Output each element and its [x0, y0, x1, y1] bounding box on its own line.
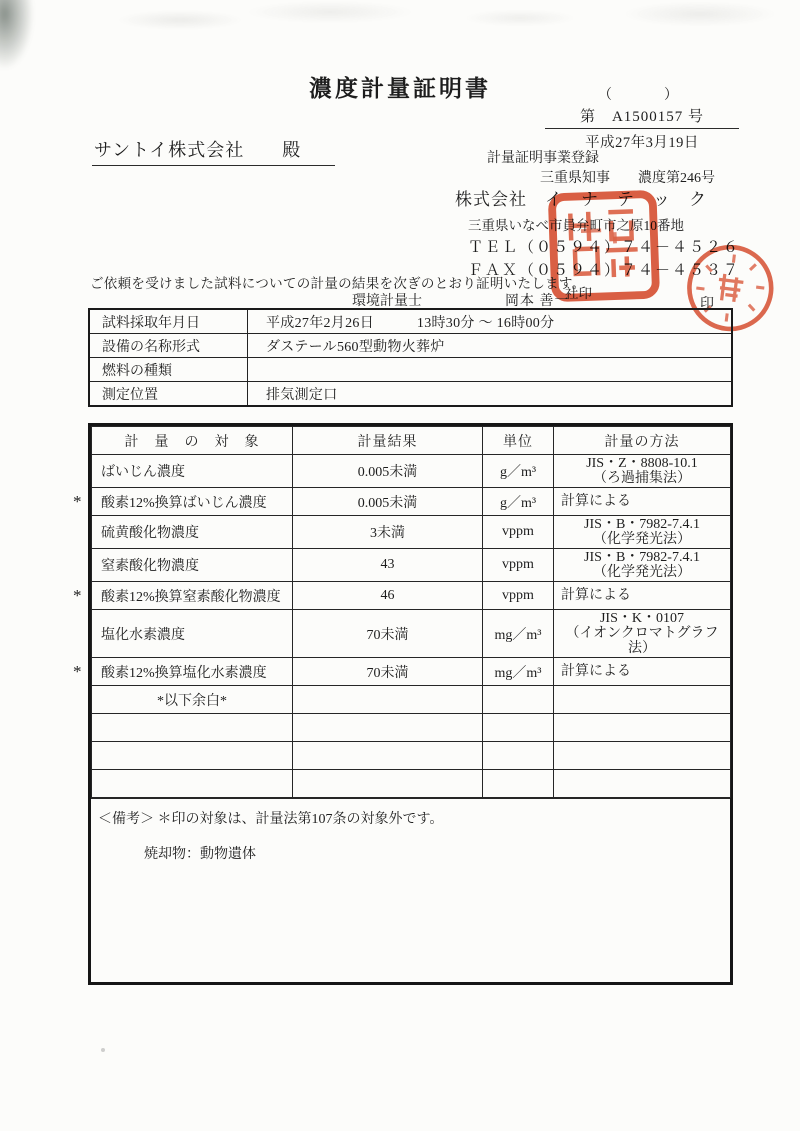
- target-cell: 塩化水素濃度: [92, 610, 293, 658]
- target-cell: 窒素酸化物濃度: [92, 549, 293, 582]
- result-cell: [293, 770, 483, 798]
- method-cell: [554, 549, 731, 582]
- result-cell: 70未満: [293, 658, 483, 686]
- metrologist-label: 環境計量士: [352, 294, 422, 309]
- result-cell: [293, 686, 483, 714]
- result-row: [92, 582, 731, 610]
- target-cell: 硫黄酸化物濃度: [92, 516, 293, 549]
- target-cell: * 酸素12%換算ばいじん濃度: [92, 488, 293, 516]
- result-table-body: [73, 455, 731, 798]
- result-column-header: 計 量 の 対 象: [92, 427, 293, 455]
- result-cell: 70未満: [293, 610, 483, 658]
- info-row: [89, 382, 732, 407]
- result-cell: 43: [293, 549, 483, 582]
- target-cell: ばいじん濃度: [92, 455, 293, 488]
- unit-cell: mg／m³: [483, 610, 554, 658]
- method-line: 計算による: [561, 588, 631, 603]
- method-line: （化学発光法）: [593, 532, 691, 547]
- result-cell: 0.005未満: [293, 455, 483, 488]
- result-column-header: 計量の方法: [554, 427, 731, 455]
- result-cell: 3未満: [293, 516, 483, 549]
- info-table-body: [89, 309, 732, 406]
- certificate-number-block: [545, 84, 739, 152]
- result-cell: 0.005未満: [293, 488, 483, 516]
- result-cell: [293, 742, 483, 770]
- registration-number: 三重県知事 濃度第246号: [540, 171, 715, 186]
- registration-label: 計量証明事業登録: [487, 151, 599, 166]
- unit-cell: g／m³: [483, 488, 554, 516]
- method-cell: [554, 488, 731, 516]
- method-line: JIS・B・7982-7.4.1: [584, 550, 700, 565]
- method-line: 計算による: [561, 494, 631, 509]
- scan-artifact: [101, 1048, 105, 1052]
- result-row: [92, 610, 731, 658]
- info-label: 設備の名称形式: [89, 334, 248, 358]
- metrologist-name: 岡本 善一: [505, 294, 570, 309]
- seal-mark-label: 印: [700, 297, 714, 312]
- method-cell: [554, 516, 731, 549]
- method-cell: [554, 714, 731, 742]
- addressee: サントイ株式会社 殿: [92, 136, 335, 166]
- info-value: ダステール560型動物火葬炉: [248, 334, 733, 358]
- unit-cell: g／m³: [483, 455, 554, 488]
- info-value: [248, 358, 733, 382]
- remark-note: ＜備考＞ ＊印の対象は、計量法第107条の対象外です。: [98, 812, 444, 827]
- company-seal-label: 社印: [565, 286, 592, 301]
- result-column-header: 計量結果: [293, 427, 483, 455]
- result-header-row: [92, 427, 731, 455]
- incinerated-item-note: 焼却物：動物遺体: [144, 847, 256, 862]
- company-address: 三重県いなべ市員弁町市之原10番地: [468, 218, 684, 233]
- result-row: [92, 516, 731, 549]
- target-cell: *以下余白*: [92, 686, 293, 714]
- info-value: 平成27年2月26日 13時30分 ～ 16時00分: [248, 309, 733, 334]
- method-cell: [554, 686, 731, 714]
- unit-cell: mg／m³: [483, 658, 554, 686]
- result-row: [92, 488, 731, 516]
- company-fax: ＦＡＸ（０５９４）７４－４５３７: [468, 263, 741, 279]
- certification-statement: ご依頼を受けました試料についての計量の結果を次ぎのとおり証明いたします。: [90, 276, 586, 291]
- method-line: （ろ過捕集法）: [593, 471, 691, 486]
- method-line: 計算による: [561, 664, 631, 679]
- method-line: JIS・B・7982-7.4.1: [584, 517, 700, 532]
- issue-date: 平成27年3月19日: [585, 135, 699, 151]
- target-cell: * 酸素12%換算窒素酸化物濃度: [92, 582, 293, 610]
- unit-cell: [483, 714, 554, 742]
- method-line: JIS・K・0107: [599, 611, 684, 626]
- target-cell: * 酸素12%換算塩化水素濃度: [92, 658, 293, 686]
- result-row: [92, 658, 731, 686]
- remarks-box: [91, 798, 730, 982]
- method-cell: [554, 770, 731, 798]
- unit-cell: [483, 770, 554, 798]
- info-label: 試料採取年月日: [89, 309, 248, 334]
- asterisk-mark: *: [73, 661, 82, 681]
- target-cell: [92, 714, 293, 742]
- certificate-number: 第 A1500157 号: [545, 105, 739, 129]
- unit-cell: vppm: [483, 549, 554, 582]
- target-cell: [92, 770, 293, 798]
- result-table: [73, 426, 731, 798]
- target-cell: [92, 742, 293, 770]
- result-row: [92, 742, 731, 770]
- company-tel: ＴＥＬ（０５９４）７４－４５２６: [468, 240, 741, 256]
- result-row: [92, 455, 731, 488]
- paren-field: （ ）: [598, 88, 686, 103]
- info-table: [88, 308, 733, 407]
- result-cell: 46: [293, 582, 483, 610]
- scan-artifact: [0, 0, 800, 48]
- result-row: [92, 714, 731, 742]
- method-cell: [554, 582, 731, 610]
- method-line: JIS・Z・8808-10.1: [586, 456, 698, 471]
- info-value: 排気測定口: [248, 382, 733, 407]
- info-label: 測定位置: [89, 382, 248, 407]
- result-row: [92, 686, 731, 714]
- unit-cell: [483, 742, 554, 770]
- method-cell: [554, 610, 731, 658]
- result-row: [92, 549, 731, 582]
- info-row: [89, 309, 732, 334]
- result-row: [92, 770, 731, 798]
- unit-cell: vppm: [483, 516, 554, 549]
- asterisk-mark: *: [73, 585, 82, 605]
- asterisk-mark: *: [73, 491, 82, 511]
- method-cell: [554, 658, 731, 686]
- method-cell: [554, 742, 731, 770]
- company-name: 株式会社 イ ナ テ ッ ク: [455, 190, 707, 209]
- unit-cell: vppm: [483, 582, 554, 610]
- page-title: 濃度計量証明書: [309, 76, 491, 101]
- info-row: [89, 358, 732, 382]
- unit-cell: [483, 686, 554, 714]
- result-column-header: 単位: [483, 427, 554, 455]
- method-line: （イオンクロマトグラフ法）: [565, 626, 719, 656]
- method-cell: [554, 455, 731, 488]
- method-line: （化学発光法）: [593, 565, 691, 580]
- info-label: 燃料の種類: [89, 358, 248, 382]
- result-cell: [293, 714, 483, 742]
- measurement-results-section: [73, 423, 733, 985]
- info-row: [89, 334, 732, 358]
